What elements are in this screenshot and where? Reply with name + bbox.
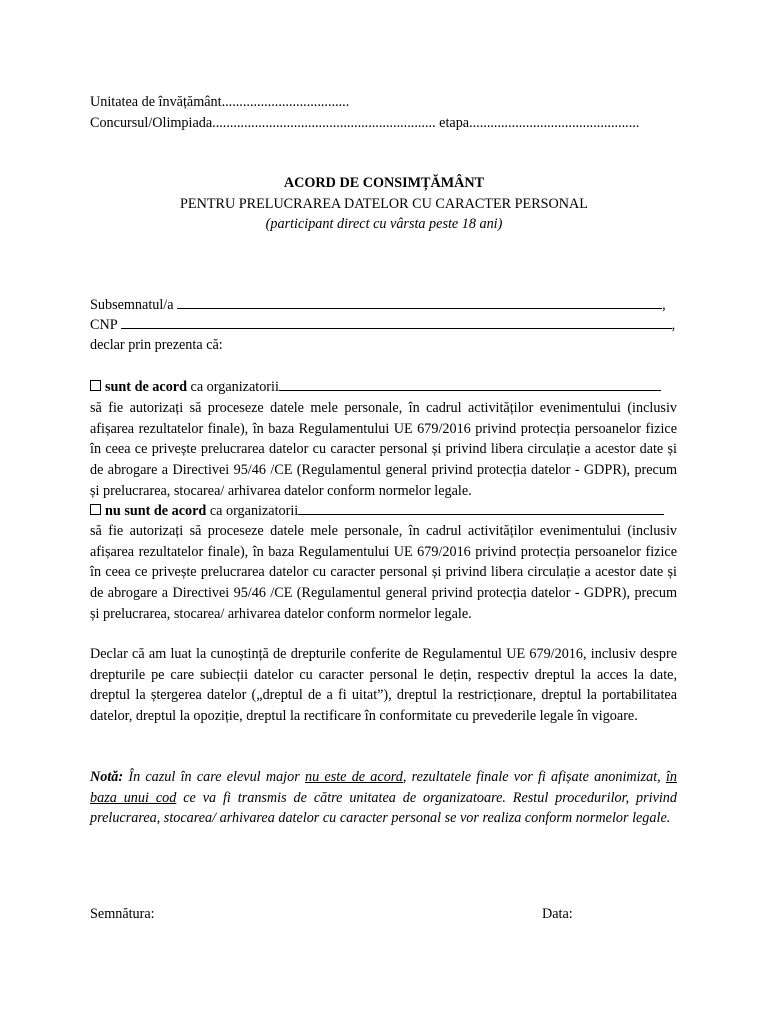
note-part1: În cazul în care elevul major (123, 769, 305, 785)
concurs-line (90, 115, 639, 132)
note-paragraph (90, 767, 677, 829)
note-part3: ce va fi transmis de către unitatea de organizatoare. Restul procedurilor, privind prelucrarea, stocarea/ arhivarea datelor cu caracter personal se vor realiza conform normelor legale. (90, 789, 677, 827)
note-underline-1: nu este de acord (304, 769, 403, 785)
note-label: Notă: (90, 769, 124, 785)
option-agree-line[interactable] (90, 378, 680, 396)
cnp-field[interactable] (90, 316, 680, 334)
disagree-organizer-blank[interactable] (298, 502, 664, 515)
document-note: (participant direct cu vârsta peste 18 ani) (265, 216, 503, 232)
option-disagree-line[interactable] (90, 502, 680, 520)
unitate-line: Unitatea de învățământ.................................... (90, 94, 350, 110)
signature-label: Semnătura: (90, 906, 155, 922)
note-underline-2: în baza unui cod (90, 769, 678, 806)
declar-line: declar prin prezenta că: (90, 337, 223, 353)
agree-body: să fie autorizați să proceseze datele mele personale, în cadrul activităților evenimentului (inclusiv afișarea rezultatelor finale), în baza Regulamentului UE 679/2016 privind protecția persoanelor fizice în ceea ce privește prelucrarea datelor cu caracter personal și privind libera circulație a acestor date și de abrogare a Directivei 95/46 /CE (Regulamentul general privind protecția datelor - GDPR), precum și prelucrarea, stocarea/ arhivarea datelor conform normelor legale. (90, 400, 677, 499)
comma: , (662, 297, 666, 313)
date-label: Data: (542, 906, 573, 922)
disagree-rest: ca organizatorii (206, 503, 299, 519)
rights-paragraph: Declar că am luat la cunoștință de drepturile conferite de Regulamentul UE 679/2016, inclusiv despre drepturile pe care subiecții datelor cu caracter personal le dețin, respectiv dreptul la acces la date, dreptul la ștergerea datelor („dreptul de a fi uitat”), dreptul la restricționare, dreptul la portabilitatea datelor, dreptul la opoziție, dreptul la rectificare în conformitate cu prevederile legale în vigoare. (90, 646, 677, 725)
etapa-label: etapa................................................ (439, 115, 640, 131)
concurs-label: Concursul/Olimpiada............................................................... (90, 115, 436, 131)
comma: , (671, 317, 676, 333)
cnp-blank[interactable] (121, 316, 672, 329)
cnp-label: CNP (90, 317, 118, 333)
agree-organizer-blank[interactable] (279, 378, 661, 391)
agree-label: sunt de acord (105, 379, 187, 395)
checkbox-agree[interactable] (90, 380, 101, 391)
document-title: ACORD DE CONSIMȚĂMÂNT (283, 175, 485, 191)
note-part2: , rezultatele finale vor fi afișate anonimizat, (402, 769, 666, 785)
subsemnatul-field[interactable] (90, 296, 680, 314)
checkbox-disagree[interactable] (90, 504, 101, 515)
disagree-body: să fie autorizați să proceseze datele mele personale, în cadrul activităților evenimentului (inclusiv afișarea rezultatelor finale), în baza Regulamentului UE 679/2016 privind protecția persoanelor fizice în ceea ce privește prelucrarea datelor cu caracter personal și privind libera circulație a acestor date și de abrogare a Directivei 95/46 /CE (Regulamentul general privind protecția datelor - GDPR), precum și prelucrarea, stocarea/ arhivarea datelor conform normelor legale. (90, 523, 677, 622)
subsemnatul-blank[interactable] (177, 296, 662, 309)
document-subtitle: PENTRU PRELUCRAREA DATELOR CU CARACTER PERSONAL (180, 196, 588, 212)
subsemnatul-label: Subsemnatul/a (90, 297, 174, 313)
agree-rest: ca organizatorii (186, 379, 279, 395)
disagree-label: nu sunt de acord (105, 503, 207, 519)
